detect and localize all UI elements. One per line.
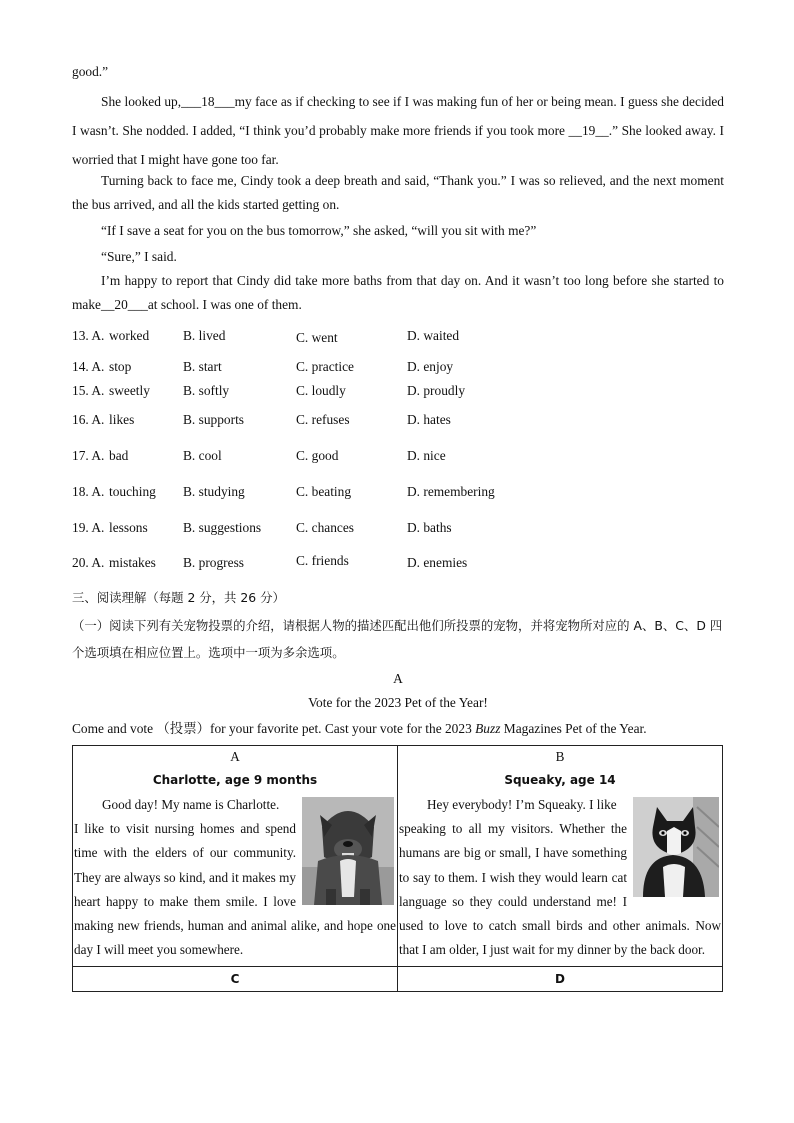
option-c[interactable]: C. went: [296, 330, 338, 345]
option-row-14: [72, 359, 724, 379]
option-row-16: [72, 412, 724, 432]
pet-name: Squeaky, age 14: [504, 773, 616, 787]
passage-line-good: good.”: [72, 64, 109, 79]
option-b[interactable]: B. start: [183, 359, 222, 374]
passage-paragraph-4: “Sure,” I said.: [101, 249, 177, 264]
question-number: 20. A.: [72, 555, 105, 570]
option-c[interactable]: C. loudly: [296, 383, 346, 398]
option-a[interactable]: sweetly: [109, 383, 150, 398]
option-b[interactable]: B. studying: [183, 484, 245, 499]
option-a[interactable]: stop: [109, 359, 132, 374]
option-a[interactable]: mistakes: [109, 555, 156, 570]
option-row-18: [72, 484, 724, 504]
option-b[interactable]: B. lived: [183, 328, 226, 343]
pet-letter: A: [230, 749, 240, 764]
option-d[interactable]: D. remembering: [407, 484, 495, 499]
question-number: 17. A.: [72, 448, 105, 463]
pet-description: [398, 793, 722, 966]
option-b[interactable]: B. supports: [183, 412, 245, 427]
passage-paragraph-1: She looked up,___18___my face as if checking to see if I was making fun of her or being mean. I guess she decided I wasn’t. She nodded. I added, “I think you’d probably make more friends if you took more __19__.” She looked away. I worried that I might have gone too far.: [72, 94, 724, 167]
option-a[interactable]: worked: [109, 328, 150, 343]
passage-letter: A: [393, 671, 403, 686]
option-c[interactable]: C. refuses: [296, 412, 350, 427]
passage-paragraph-2: Turning back to face me, Cindy took a deep breath and said, “Thank you.” I was so relieved, and the next moment the bus arrived, and all the kids started getting on.: [72, 173, 724, 212]
option-d[interactable]: D. proudly: [407, 383, 466, 398]
passage-title: Vote for the 2023 Pet of the Year!: [308, 695, 488, 710]
pet-cell-d: [398, 967, 723, 992]
passage-intro: [72, 714, 724, 743]
option-a[interactable]: touching: [109, 484, 156, 499]
option-d[interactable]: D. enemies: [407, 555, 468, 570]
pet-letter: B: [555, 749, 565, 764]
pet-cell-c: [73, 967, 398, 992]
option-d[interactable]: D. hates: [407, 412, 451, 427]
option-row-15: [72, 383, 724, 403]
option-c[interactable]: C. beating: [296, 484, 352, 499]
question-number: 14. A.: [72, 359, 105, 374]
pets-table: [72, 745, 723, 992]
section-heading: 三、阅读理解（每题 2 分，共 26 分）: [72, 590, 285, 605]
pet-cell-a: [73, 746, 398, 967]
question-number: 19. A.: [72, 520, 105, 535]
intro-text-end: Magazines Pet of the Year.: [500, 721, 647, 736]
option-d[interactable]: D. enjoy: [407, 359, 454, 374]
section-instruction: （一）阅读下列有关宠物投票的介绍，请根据人物的描述匹配出他们所投票的宠物，并将宠物所对应的 A、B、C、D 四个选项填在相应位置上。选项中一项为多余选项。: [72, 618, 723, 660]
pet-greeting: Good day! My name is Charlotte.: [102, 797, 280, 812]
option-row-17: [72, 448, 724, 468]
option-c[interactable]: C. chances: [296, 520, 355, 535]
pet-greeting: Hey everybody! I’m Squeaky. I like: [427, 797, 617, 812]
pet-letter: C: [230, 972, 240, 987]
option-a[interactable]: likes: [109, 412, 135, 427]
option-d[interactable]: D. nice: [407, 448, 446, 463]
question-number: 13. A.: [72, 328, 105, 343]
pet-description: [73, 793, 397, 966]
pet-text: I like to visit nursing homes and spend time with the elders of our community. They are always so kind, and it makes my heart happy to make them smile. I love making new friends, human and animal alike, and hope one day I will meet you somewhere.: [74, 821, 396, 958]
option-b[interactable]: B. softly: [183, 383, 230, 398]
passage-paragraph-5: I’m happy to report that Cindy did take more baths from that day on. And it wasn’t too long before she started to make__20___at school. I was one of them.: [72, 273, 724, 312]
cat-photo: [633, 797, 719, 897]
option-row-19: [72, 520, 724, 540]
option-row-20: [72, 555, 724, 575]
option-c[interactable]: C. friends: [296, 553, 349, 568]
option-b[interactable]: B. suggestions: [183, 520, 262, 535]
pet-text: speaking to all my visitors. Whether the humans are big or small, I have something to say to them. I wish they would learn cat language so they could understand me! I used to love to catch small birds and other animals. Now that I am older, I just wait for my dinner by the back door.: [399, 821, 721, 958]
passage-paragraph-3: “If I save a seat for you on the bus tomorrow,” she asked, “will you sit with me?”: [101, 223, 537, 238]
intro-text: Come and vote （投票）for your favorite pet. Cast your vote for the 2023: [72, 721, 476, 736]
magazine-name: Buzz: [475, 721, 501, 736]
option-d[interactable]: D. baths: [407, 520, 452, 535]
question-number: 18. A.: [72, 484, 105, 499]
question-number: 15. A.: [72, 383, 105, 398]
option-d[interactable]: D. waited: [407, 328, 460, 343]
pet-cell-b: [398, 746, 723, 967]
pet-name: Charlotte, age 9 months: [152, 773, 318, 787]
question-number: 16. A.: [72, 412, 105, 427]
option-c[interactable]: C. good: [296, 448, 339, 463]
dog-photo: [302, 797, 394, 905]
option-a[interactable]: bad: [109, 448, 129, 463]
option-row-13: [72, 328, 724, 348]
option-b[interactable]: B. cool: [183, 448, 222, 463]
pet-letter: D: [555, 972, 565, 987]
option-a[interactable]: lessons: [109, 520, 148, 535]
option-b[interactable]: B. progress: [183, 555, 244, 570]
option-c[interactable]: C. practice: [296, 359, 354, 374]
